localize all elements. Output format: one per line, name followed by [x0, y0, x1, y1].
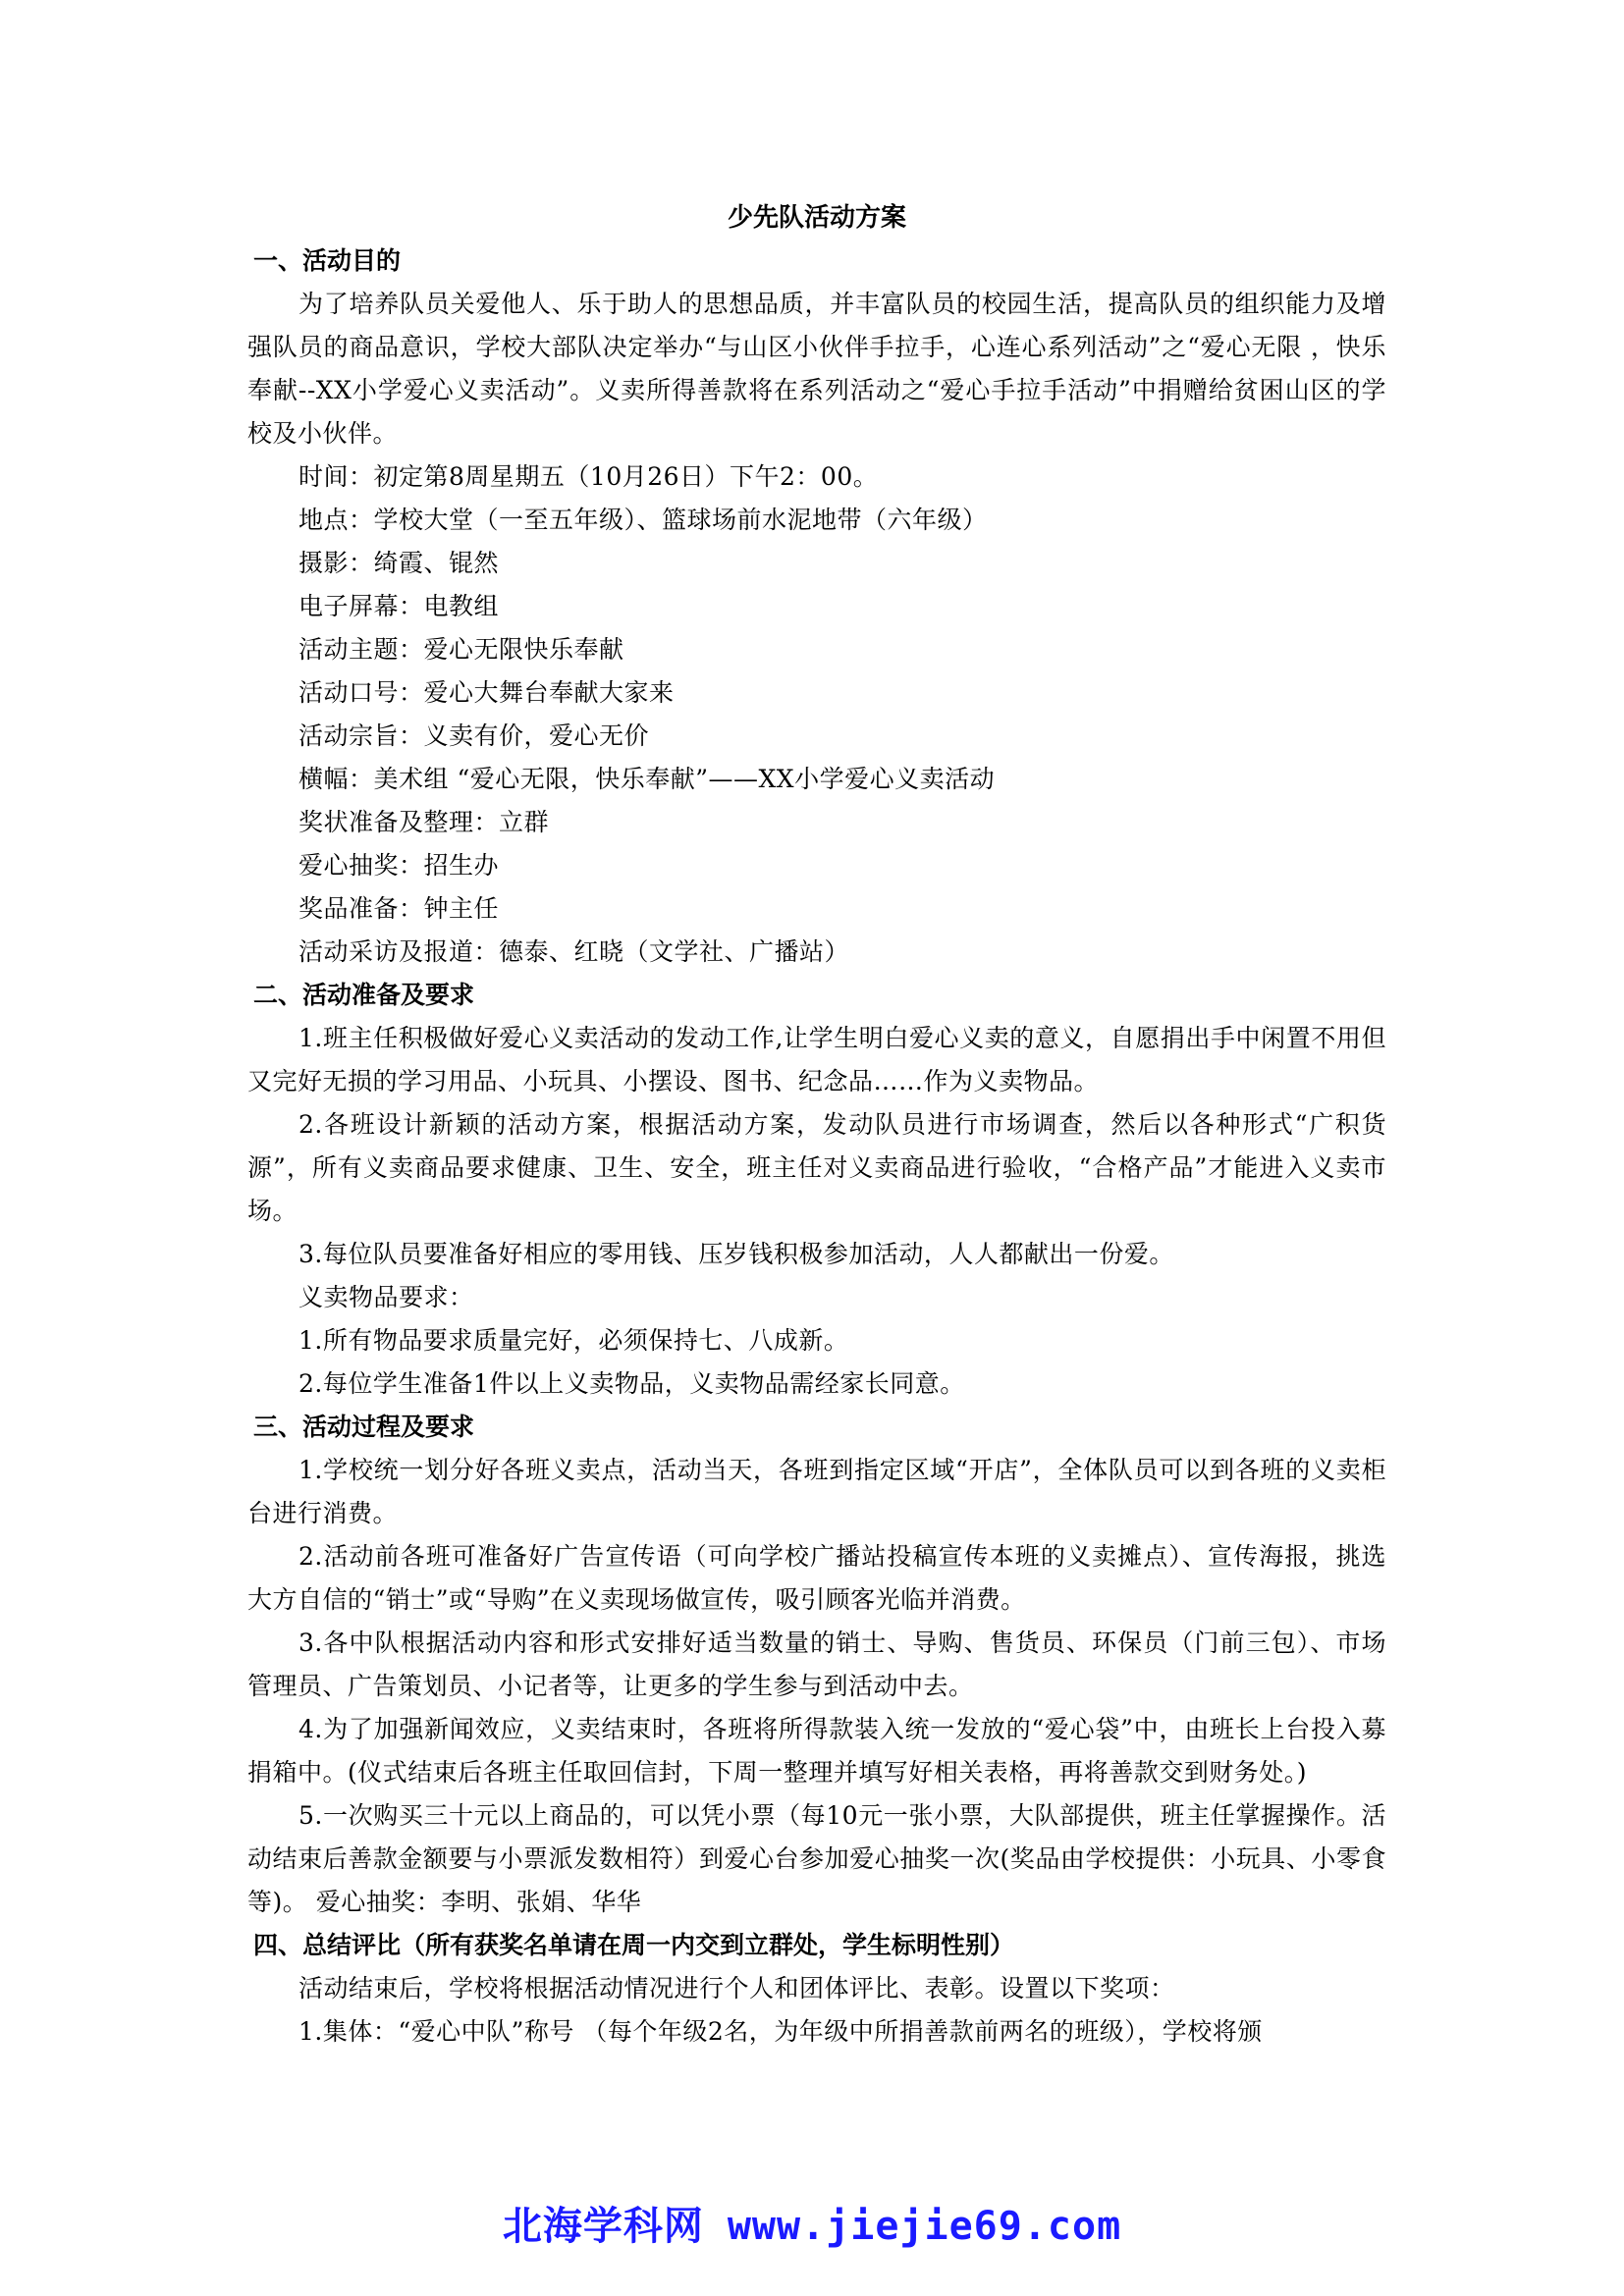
paragraph: 2.活动前各班可准备好广告宣传语（可向学校广播站投稿宣传本班的义卖摊点）、宣传海报，挑选大方自信的“销士”或“导购”在义卖现场做宣传，吸引顾客光临并消费。 [247, 1542, 1386, 1614]
info-line-location: 地点：学校大堂（一至五年级）、篮球场前水泥地带（六年级） [298, 506, 988, 534]
info-line-lottery: 爱心抽奖：招生办 [298, 851, 500, 880]
info-line-prizes: 奖品准备：钟主任 [298, 894, 500, 923]
paragraph: 为了培养队员关爱他人、乐于助人的思想品质，并丰富队员的校园生活，提高队员的组织能力及增强队员的商品意识，学校大部队决定举办“与山区小伙伴手拉手，心连心系列活动”之“爱心无限 ，快乐奉献--XX小学爱心义卖活动”。义卖所得善款将在系列活动之“爱心手拉手活动”中捐赠给贫困山区的学校及小伙伴。 [247, 290, 1386, 448]
paragraph: 4.为了加强新闻效应，义卖结束时，各班将所得款装入统一发放的“爱心袋”中，由班长上台投入募捐箱中。(仪式结束后各班主任取回信封，下周一整理并填写好相关表格，再将善款交到财务处。) [247, 1715, 1386, 1787]
section-heading: 二、活动准备及要求 [253, 981, 475, 1009]
document-page [247, 196, 1386, 2054]
info-line-purpose: 活动宗旨：义卖有价，爱心无价 [298, 721, 650, 750]
info-line-screen: 电子屏幕：电教组 [298, 592, 500, 620]
list-item: 义卖物品要求： [298, 1283, 474, 1311]
info-line-reporting: 活动采访及报道：德泰、红晓（文学社、广播站） [298, 937, 850, 966]
list-item: 1.所有物品要求质量完好，必须保持七、八成新。 [298, 1326, 849, 1355]
info-line-photography: 摄影：绮霞、锟然 [298, 549, 500, 577]
paragraph: 5.一次购买三十元以上商品的，可以凭小票（每10元一张小票，大队部提供，班主任掌握操作。活动结束后善款金额要与小票派发数相符）到爱心台参加爱心抽奖一次(奖品由学校提供：小玩具、小零食等)。 爱心抽奖：李明、张娟、华华 [247, 1801, 1386, 1916]
footer-site-name: 北海学科网 [502, 2204, 704, 2249]
footer-watermark [0, 2199, 1624, 2254]
list-item: 2.每位学生准备1件以上义卖物品，义卖物品需经家长同意。 [298, 1369, 965, 1398]
paragraph: 3.每位队员要准备好相应的零用钱、压岁钱积极参加活动，人人都献出一份爱。 [298, 1240, 1174, 1268]
paragraph: 1.学校统一划分好各班义卖点，活动当天，各班到指定区域“开店”，全体队员可以到各班的义卖柜台进行消费。 [247, 1456, 1386, 1527]
list-item: 活动结束后，学校将根据活动情况进行个人和团体评比、表彰。设置以下奖项： [298, 1974, 1175, 2002]
footer-url[interactable]: www.jiejie69.com [727, 2204, 1122, 2249]
section-process [247, 1406, 1386, 1924]
section-purpose [247, 240, 1386, 974]
info-line-slogan: 活动口号：爱心大舞台奉献大家来 [298, 678, 675, 707]
section-heading: 四、总结评比（所有获奖名单请在周一内交到立群处，学生标明性别） [253, 1931, 1015, 1959]
section-heading: 三、活动过程及要求 [253, 1413, 475, 1441]
info-line-certificates: 奖状准备及整理：立群 [298, 808, 550, 836]
info-line-time: 时间：初定第8周星期五（10月26日）下午2：00。 [298, 462, 879, 491]
section-preparation [247, 974, 1386, 1406]
paragraph: 3.各中队根据活动内容和形式安排好适当数量的销士、导购、售货员、环保员（门前三包）、市场管理员、广告策划员、小记者等，让更多的学生参与到活动中去。 [247, 1629, 1386, 1700]
section-summary [247, 1924, 1386, 2054]
info-line-banner: 横幅：美术组 “爱心无限，快乐奉献”——XX小学爱心义卖活动 [298, 765, 996, 793]
paragraph: 2.各班设计新颖的活动方案，根据活动方案，发动队员进行市场调查，然后以各种形式“广积货源”，所有义卖商品要求健康、卫生、安全，班主任对义卖商品进行验收，“合格产品”才能进入义卖市场。 [247, 1110, 1386, 1225]
section-heading: 一、活动目的 [253, 246, 402, 275]
paragraph: 1.班主任积极做好爱心义卖活动的发动工作,让学生明白爱心义卖的意义，自愿捐出手中闲置不用但又完好无损的学习用品、小玩具、小摆设、图书、纪念品……作为义卖物品。 [247, 1024, 1386, 1095]
document-title: 少先队活动方案 [727, 203, 906, 233]
list-item: 1.集体：“爱心中队”称号 （每个年级2名，为年级中所捐善款前两名的班级），学校将颁 [298, 2017, 1263, 2046]
info-line-theme: 活动主题：爱心无限快乐奉献 [298, 635, 624, 664]
